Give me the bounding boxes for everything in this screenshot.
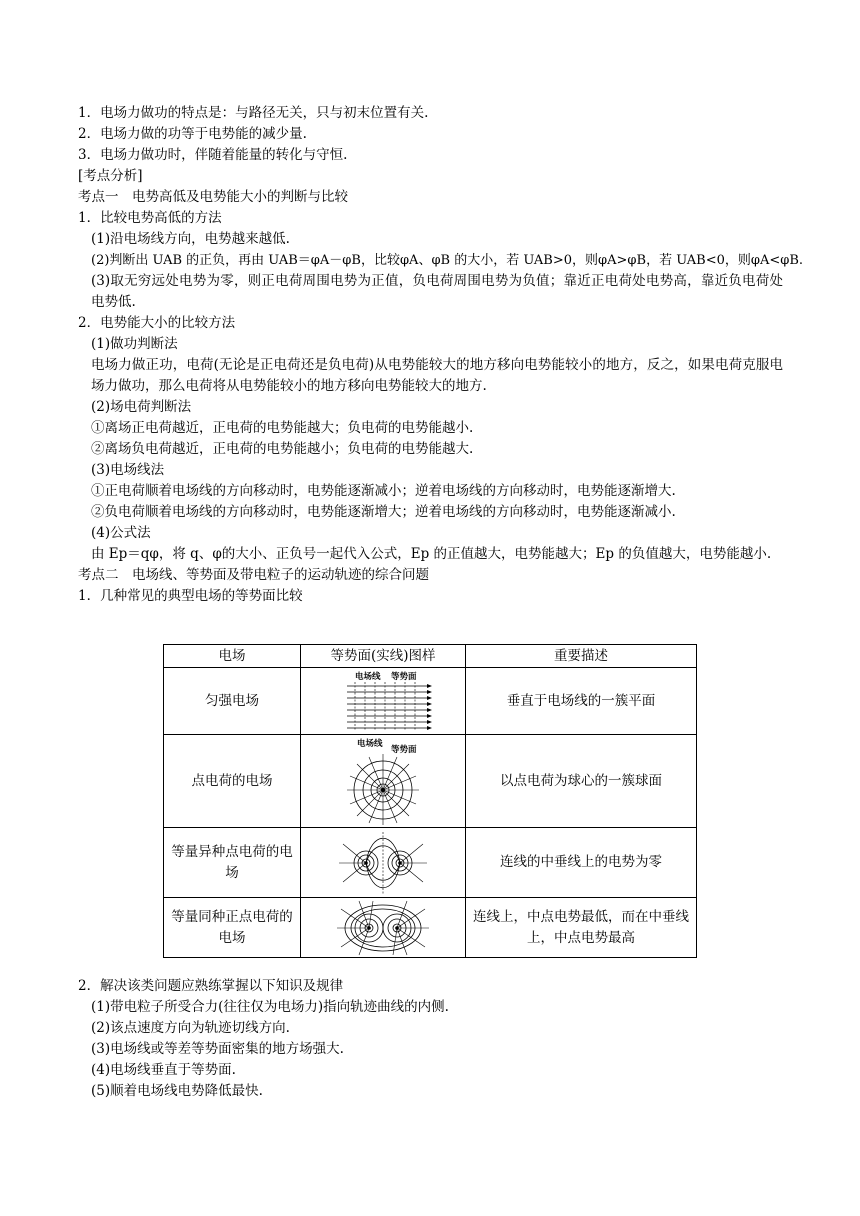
row-field: 等量异种点电荷的电场 [164,828,301,898]
table-header-row [164,645,697,668]
section-2 [78,976,783,1102]
diagram-label: 等势面 [391,745,417,755]
topic-2-heading: 考点二 电场线、等势面及带电粒子的运动轨迹的综合问题 [78,567,429,583]
dipole-diagram [301,828,466,898]
point-charge-diagram [301,735,466,828]
table-row [164,898,697,958]
section-label: [考点分析] [78,168,143,184]
diagram-label: 电场线 [355,672,381,682]
table-row [164,828,697,898]
header-field: 电场 [164,645,301,668]
point-2: 2．电场力做的功等于电势能的减少量. [78,126,307,142]
point-3: 3．电场力做功时，伴随着能量的转化与守恒. [78,147,348,163]
rules-heading: 2．解决该类问题应熟练掌握以下知识及规律 [78,978,344,994]
method-2-sub-3-b: ②负电荷顺着电场线的方向移动时，电势能逐渐增大；逆着电场线的方向移动时，电势能逐渐减小. [91,504,676,520]
header-pattern: 等势面(实线)图样 [301,645,466,668]
table-row [164,735,697,828]
row-description: 垂直于电场线的一簇平面 [466,668,697,735]
method-1-item-3: (3)取无穷远处电势为零，则正电荷周围电势为正值，负电荷周围电势为负值；靠近正电荷处电势高，靠近负电荷处电势低. [91,273,783,310]
equipotential-table [163,644,697,958]
diagram-label: 等势面 [391,672,417,682]
method-2-heading: 2．电势能大小的比较方法 [78,315,236,331]
topic-1-heading: 考点一 电势高低及电势能大小的判断与比较 [78,189,348,205]
method-2-sub-3-a: ①正电荷顺着电场线的方向移动时，电势能逐渐减小；逆着电场线的方向移动时，电势能逐渐增大. [91,483,676,499]
table-row [164,668,697,735]
method-2-sub-2-a: ①离场正电荷越近，正电荷的电势能越大；负电荷的电势能越小. [91,420,474,436]
row-field: 点电荷的电场 [164,735,301,828]
table-intro: 1．几种常见的典型电场的等势面比较 [78,588,303,604]
row-description: 连线的中垂线上的电势为零 [466,828,697,898]
rule-item: (3)电场线或等差等势面密集的地方场强大. [91,1041,344,1057]
method-2-sub-1: (1)做功判断法 [91,336,178,352]
method-2-sub-1-text: 电场力做正功，电荷(无论是正电荷还是负电荷)从电势能较大的地方移向电势能较小的地方，反之，如果电荷克服电场力做功，那么电荷将从电势能较小的地方移向电势能较大的地方. [91,357,783,394]
header-description: 重要描述 [466,645,697,668]
rule-item: (2)该点速度方向为轨迹切线方向. [91,1020,290,1036]
method-1-item-1: (1)沿电场线方向，电势越来越低. [91,231,290,247]
like-charges-diagram [301,898,466,958]
method-2-sub-3: (3)电场线法 [91,462,165,478]
row-field: 匀强电场 [164,668,301,735]
method-2-sub-2-b: ②离场负电荷越近，正电荷的电势能越小；负电荷的电势能越大. [91,441,474,457]
rule-item: (5)顺着电场线电势降低最快. [91,1083,263,1099]
method-1-item-2: (2)判断出 UAB 的正负，再由 UAB＝φA－φB，比较φA、φB 的大小，若 UAB>0，则φA>φB，若 UAB<0，则φA<φB. [91,253,804,268]
method-2-sub-2: (2)场电荷判断法 [91,399,192,415]
uniform-field-diagram [301,668,466,735]
document-body [78,103,804,1099]
rule-item: (1)带电粒子所受合力(往往仅为电场力)指向轨迹曲线的内侧. [91,999,449,1015]
row-field: 等量同种正点电荷的电场 [164,898,301,958]
method-2-sub-4: (4)公式法 [91,525,151,541]
method-2-sub-4-text: 由 Ep＝qφ，将 q、φ的大小、正负号一起代入公式，Ep 的正值越大，电势能越大；Ep 的负值越大，电势能越小. [91,546,772,562]
point-1: 1．电场力做功的特点是：与路径无关，只与初末位置有关. [78,105,429,121]
row-description: 连线上，中点电势最低，而在中垂线上，中点电势最高 [466,898,697,958]
diagram-label: 电场线 [357,739,383,749]
method-1-heading: 1．比较电势高低的方法 [78,210,222,226]
row-description: 以点电荷为球心的一簇球面 [466,735,697,828]
rule-item: (4)电场线垂直于等势面. [91,1062,236,1078]
